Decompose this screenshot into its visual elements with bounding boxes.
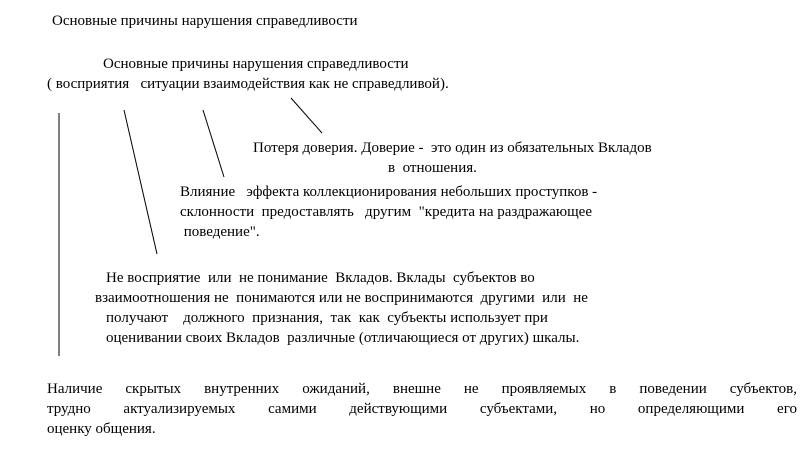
cause-collection-line-1: Влияние эффекта коллекционирования небольших проступков - — [180, 184, 598, 200]
main-heading-line-1: Основные причины нарушения справедливости — [103, 56, 409, 72]
cause-expectations-line-1: Наличие скрытых внутренних ожиданий, внешне не проявляемых в поведении субъектов, — [47, 381, 797, 397]
cause-expectations-line-3: оценку общения. — [47, 421, 156, 437]
cause-collection — [180, 182, 597, 242]
cause-perception-line-4: оценивании своих Вкладов различные (отличающиеся от других) шкалы. — [106, 330, 580, 346]
cause-trust — [253, 138, 652, 178]
connector-trust — [291, 98, 322, 133]
cause-perception-line-3: получают должного признания, так как субъекты использует при — [106, 310, 548, 326]
cause-expectations-line-2: трудно актуализируемых самими действующими субъектами, но определяющими его — [47, 401, 797, 417]
cause-perception-line-1: Не восприятие или не понимание Вкладов. Вклады субъектов во — [106, 270, 535, 286]
cause-collection-line-3: поведение". — [180, 224, 260, 240]
cause-trust-line-1: Потеря доверия. Доверие - это один из обязательных Вкладов — [253, 140, 652, 156]
main-heading-line-2: ( восприятия ситуации взаимодействия как не справедливой). — [47, 76, 449, 92]
connector-collection — [203, 110, 224, 177]
cause-perception-line-2: взаимоотношения не понимаются или не воспринимаются другими или не — [95, 290, 588, 306]
cause-perception — [95, 268, 588, 348]
page-title: Основные причины нарушения справедливости — [52, 13, 358, 29]
cause-collection-line-2: склонности предоставлять другим "кредита на раздражающее — [180, 204, 592, 220]
connector-perception — [124, 110, 157, 254]
cause-trust-line-2: в отношения. — [388, 160, 477, 176]
cause-expectations — [47, 379, 797, 439]
